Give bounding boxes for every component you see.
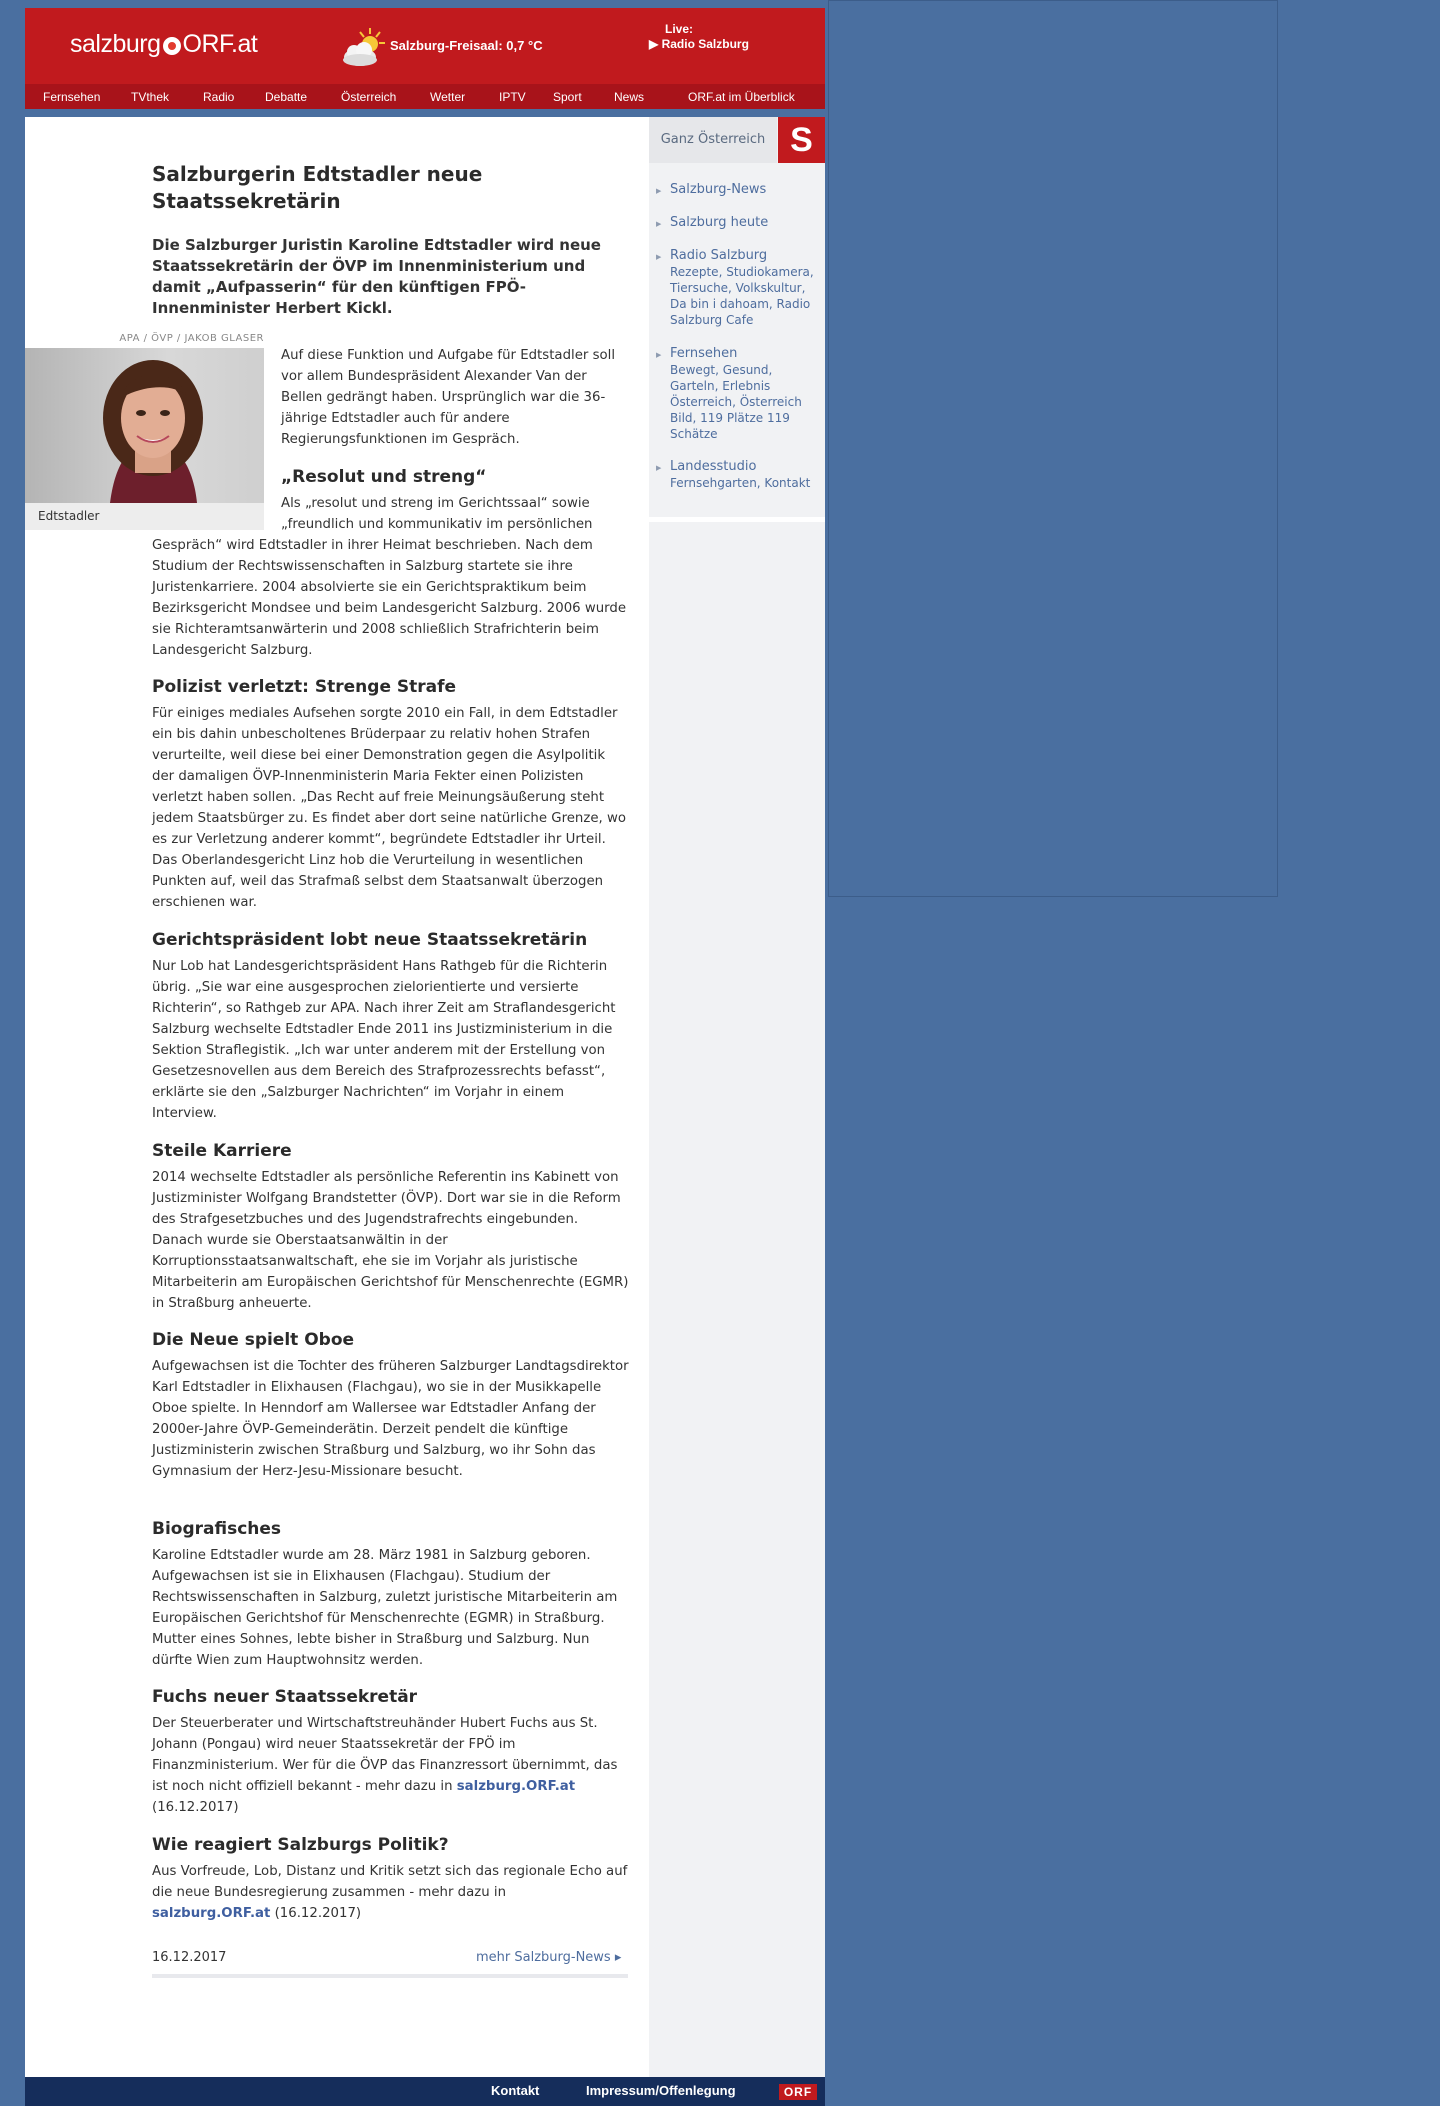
portrait-image <box>25 348 264 503</box>
sidebar-item-fernsehen[interactable] <box>656 346 820 442</box>
sidebar-item-salzburg-news[interactable] <box>656 182 820 198</box>
nav-item-oesterreich[interactable]: Österreich <box>341 90 397 104</box>
divider <box>152 1974 628 1978</box>
portrait-photo <box>25 348 264 503</box>
article-date: 16.12.2017 <box>152 1950 227 1965</box>
paragraph-8-date: (16.12.2017) <box>152 1800 239 1815</box>
site-logo[interactable] <box>70 30 257 59</box>
photo-caption: Edtstadler <box>38 509 100 523</box>
nav-item-wetter[interactable]: Wetter <box>430 90 466 104</box>
article-photo-box <box>25 348 264 530</box>
subheading-resolut: „Resolut und streng“ <box>281 467 487 487</box>
nav-item-iptv[interactable]: IPTV <box>499 90 526 104</box>
paragraph-9-date: (16.12.2017) <box>274 1906 362 1921</box>
weather-reading[interactable]: Salzburg-Freisaal: 0,7 °C <box>390 38 543 53</box>
main-nav <box>25 84 825 109</box>
paragraph-9-text: Aus Vorfreude, Lob, Distanz und Kritik setzt sich das regionale Echo auf die neue Bundesregierung zusammen - mehr dazu in <box>152 1864 628 1900</box>
nav-item-tvthek[interactable]: TVthek <box>131 90 170 104</box>
nav-item-debatte[interactable]: Debatte <box>265 90 308 104</box>
subheading-gerichtspraesident: Gerichtspräsident lobt neue Staatssekretärin <box>152 930 588 950</box>
salzburg-orf-link-2[interactable]: salzburg.ORF.at <box>152 1906 271 1921</box>
triangle-bullet-icon: ▶ <box>656 351 662 359</box>
sidebar-list <box>649 172 825 522</box>
sidebar-top <box>649 117 825 163</box>
sidebar-item-title[interactable]: Radio Salzburg <box>670 248 768 263</box>
article-title: Salzburgerin Edtstadler neue Staatssekretärin <box>152 162 483 213</box>
triangle-bullet-icon: ▶ <box>656 253 662 261</box>
sidebar-item-salzburg-heute[interactable] <box>656 215 820 231</box>
nav-item-fernsehen[interactable]: Fernsehen <box>43 90 101 104</box>
nav-item-news[interactable]: News <box>614 90 645 104</box>
orf-logo-icon[interactable]: ORF <box>779 2084 817 2100</box>
sidebar-item-title[interactable]: Landesstudio <box>670 459 757 474</box>
paragraph-1: Auf diese Funktion und Aufgabe für Edtstadler soll vor allem Bundespräsident Alexander Van der Bellen gedrängt haben. Ursprünglich war die 36-jährige Edtstadler auch für andere Regierungsfunktionen im Gespräch. <box>281 348 616 447</box>
sidebar-item-radio-salzburg[interactable] <box>656 248 820 328</box>
orf-ring-icon <box>163 37 181 55</box>
nav-item-radio[interactable]: Radio <box>203 90 235 104</box>
logo-text-region: salzburg <box>70 30 161 58</box>
triangle-bullet-icon: ▶ <box>656 220 662 228</box>
paragraph-7: Karoline Edtstadler wurde am 28. März 1981 in Salzburg geboren. Aufgewachsen ist sie in Elixhausen (Flachgau). Studium der Rechtswissenschaften in Salzburg, zuletzt juristische Mitarbeiterin am Europäischen Gerichtshof für Menschenrechte (EGMR) in Straßburg. Mutter eines Sohnes, lebte bisher in Straßburg und Salzburg. Nun dürfte Wien zum Hauptwohnsitz werden. <box>152 1548 618 1668</box>
sidebar-item-landesstudio[interactable] <box>656 459 820 491</box>
triangle-bullet-icon: ▶ <box>656 464 662 472</box>
ganz-oesterreich-link[interactable]: Ganz Österreich <box>649 117 777 163</box>
nav-item-orf-overview[interactable]: ORF.at im Überblick <box>688 90 795 104</box>
sun-cloud-icon <box>340 26 388 70</box>
salzburg-badge[interactable]: S <box>778 117 825 163</box>
sidebar-item-title[interactable]: Salzburg-News <box>670 182 767 197</box>
paragraph-3: Für einiges mediales Aufsehen sorgte 2010 ein Fall, in dem Edtstadler ein bis dahin unbescholtenes Brüderpaar zu relativ hohen Strafen verurteilte, weil diese bei einer Demonstration gegen die Asylpolitik der damaligen ÖVP-Innenministerin Maria Fekter einen Polizisten verletzt haben sollen. „Das Recht auf freie Meinungsäußerung steht jedem Staatsbürger zu. Es findet aber dort seine natürliche Grenze, wo es zur Verletzung anderer kommt“, begründete Edtstadler ihr Urteil. Das Oberlandesgericht Linz hob die Verurteilung in wesentlichen Punkten auf, weil das Strafmaß selbst dem Staatsanwalt überzogen erschienen war. <box>152 706 626 910</box>
paragraph-5: 2014 wechselte Edtstadler als persönliche Referentin ins Kabinett von Justizminister Wolfgang Brandstetter (ÖVP). Dort war sie in die Reform des Strafgesetzbuches und des Jugendstrafrechts eingebunden. Danach wurde sie Oberstaatsanwältin in der Korruptionsstaatsanwaltschaft, ehe sie im Vorjahr als juristische Mitarbeiterin am Europäischen Gerichtshof für Menschenrechte (EGMR) in Straßburg anheuerte. <box>152 1170 629 1311</box>
logo-text-orf: ORF.at <box>182 30 258 58</box>
paragraph-6: Aufgewachsen ist die Tochter des früheren Salzburger Landtagsdirektor Karl Edtstadler in Elixhausen (Flachgau), wo sie in der Musikkapelle Oboe spielte. In Henndorf am Wallersee war Edtstadler Anfang der 2000er-Jahre ÖVP-Gemeinderätin. Derzeit pendelt die künftige Justizministerin zwischen Straßburg und Salzburg, wo ihr Sohn das Gymnasium der Herz-Jesu-Missionare besucht. <box>152 1359 629 1479</box>
sidebar-item-sub[interactable]: Bewegt, Gesund, Garteln, Erlebnis Österreich, Österreich Bild, 119 Plätze 119 Schätze <box>670 363 802 441</box>
sidebar-item-title[interactable]: Salzburg heute <box>670 215 769 230</box>
paragraph-2b: Gespräch“ wird Edtstadler in ihrer Heimat beschrieben. Nach dem Studium der Rechtswissenschaften in Salzburg startete sie ihre Juristenkarriere. 2004 absolvierte sie ein Gerichtspraktikum beim Bezirksgericht Mondsee und beim Landesgericht Salzburg. 2006 wurde sie Richteramtsanwärterin und 2008 schließlich Strafrichterin beim Landesgericht Salzburg. <box>152 538 627 658</box>
subheading-oboe: Die Neue spielt Oboe <box>152 1330 355 1350</box>
photo-credit: APA / ÖVP / JAKOB GLASER <box>119 333 264 344</box>
triangle-bullet-icon: ▶ <box>656 187 662 195</box>
paragraph-9 <box>152 1861 630 1924</box>
site-footer <box>25 2077 825 2106</box>
subheading-karriere: Steile Karriere <box>152 1141 292 1161</box>
live-label: Live: <box>665 22 694 36</box>
article-lead: Die Salzburger Juristin Karoline Edtstadler wird neue Staatssekretärin der ÖVP im Innenministerium und damit „Aufpasserin“ für den künftigen FPÖ-Innenminister Herbert Kickl. <box>152 236 601 317</box>
nav-item-sport[interactable]: Sport <box>553 90 582 104</box>
subheading-polizist: Polizist verletzt: Strenge Strafe <box>152 677 457 697</box>
footer-kontakt-link[interactable]: Kontakt <box>491 2083 540 2098</box>
site-header <box>25 8 825 84</box>
paragraph-8-text: Der Steuerberater und Wirtschaftstreuhänder Hubert Fuchs aus St. Johann (Pongau) wird neuer Staatssekretär der FPÖ im Finanzministerium. Wer für die ÖVP das Finanzressort übernimmt, das ist noch nicht offiziell bekannt - mehr dazu in <box>152 1716 618 1794</box>
sidebar-item-sub[interactable]: Fernsehgarten, Kontakt <box>670 476 811 490</box>
footer-impressum-link[interactable]: Impressum/Offenlegung <box>586 2083 736 2098</box>
salzburg-orf-link[interactable]: salzburg.ORF.at <box>456 1779 576 1794</box>
paragraph-8 <box>152 1713 630 1818</box>
sidebar-item-title[interactable]: Fernsehen <box>670 346 738 361</box>
live-radio-link[interactable]: ▶ Radio Salzburg <box>649 37 749 51</box>
more-salzburg-news-link[interactable]: mehr Salzburg-News ▸ <box>476 1950 622 1965</box>
paragraph-2a: Als „resolut und streng im Gerichtssaal“ sowie „freundlich und kommunikativ im persönlichen <box>281 496 593 532</box>
subheading-politik: Wie reagiert Salzburgs Politik? <box>152 1835 449 1855</box>
sidebar-item-sub[interactable]: Rezepte, Studiokamera, Tiersuche, Volkskultur, Da bin i dahoam, Radio Salzburg Cafe <box>670 265 814 327</box>
subheading-fuchs: Fuchs neuer Staatssekretär <box>152 1687 418 1707</box>
content-area <box>25 117 825 2077</box>
subheading-biografisches: Biografisches <box>152 1519 282 1539</box>
sidebar <box>649 117 825 2077</box>
paragraph-4: Nur Lob hat Landesgerichtspräsident Hans Rathgeb für die Richterin übrig. „Sie war eine ausgesprochen zielorientierte und versierte Richterin“, so Rathgeb zur APA. Nach ihrer Zeit am Straflandesgericht Salzburg wechselte Edtstadler Ende 2011 ins Justizministerium in die Sektion Straflegistik. „Ich war unter anderem mit der Erstellung von Gesetzesnovellen aus dem Bereich des Strafprozessrechts befasst“, erklärte sie den „Salzburger Nachrichten“ im Vorjahr in einem Interview. <box>152 959 616 1121</box>
right-empty-panel <box>828 0 1278 897</box>
